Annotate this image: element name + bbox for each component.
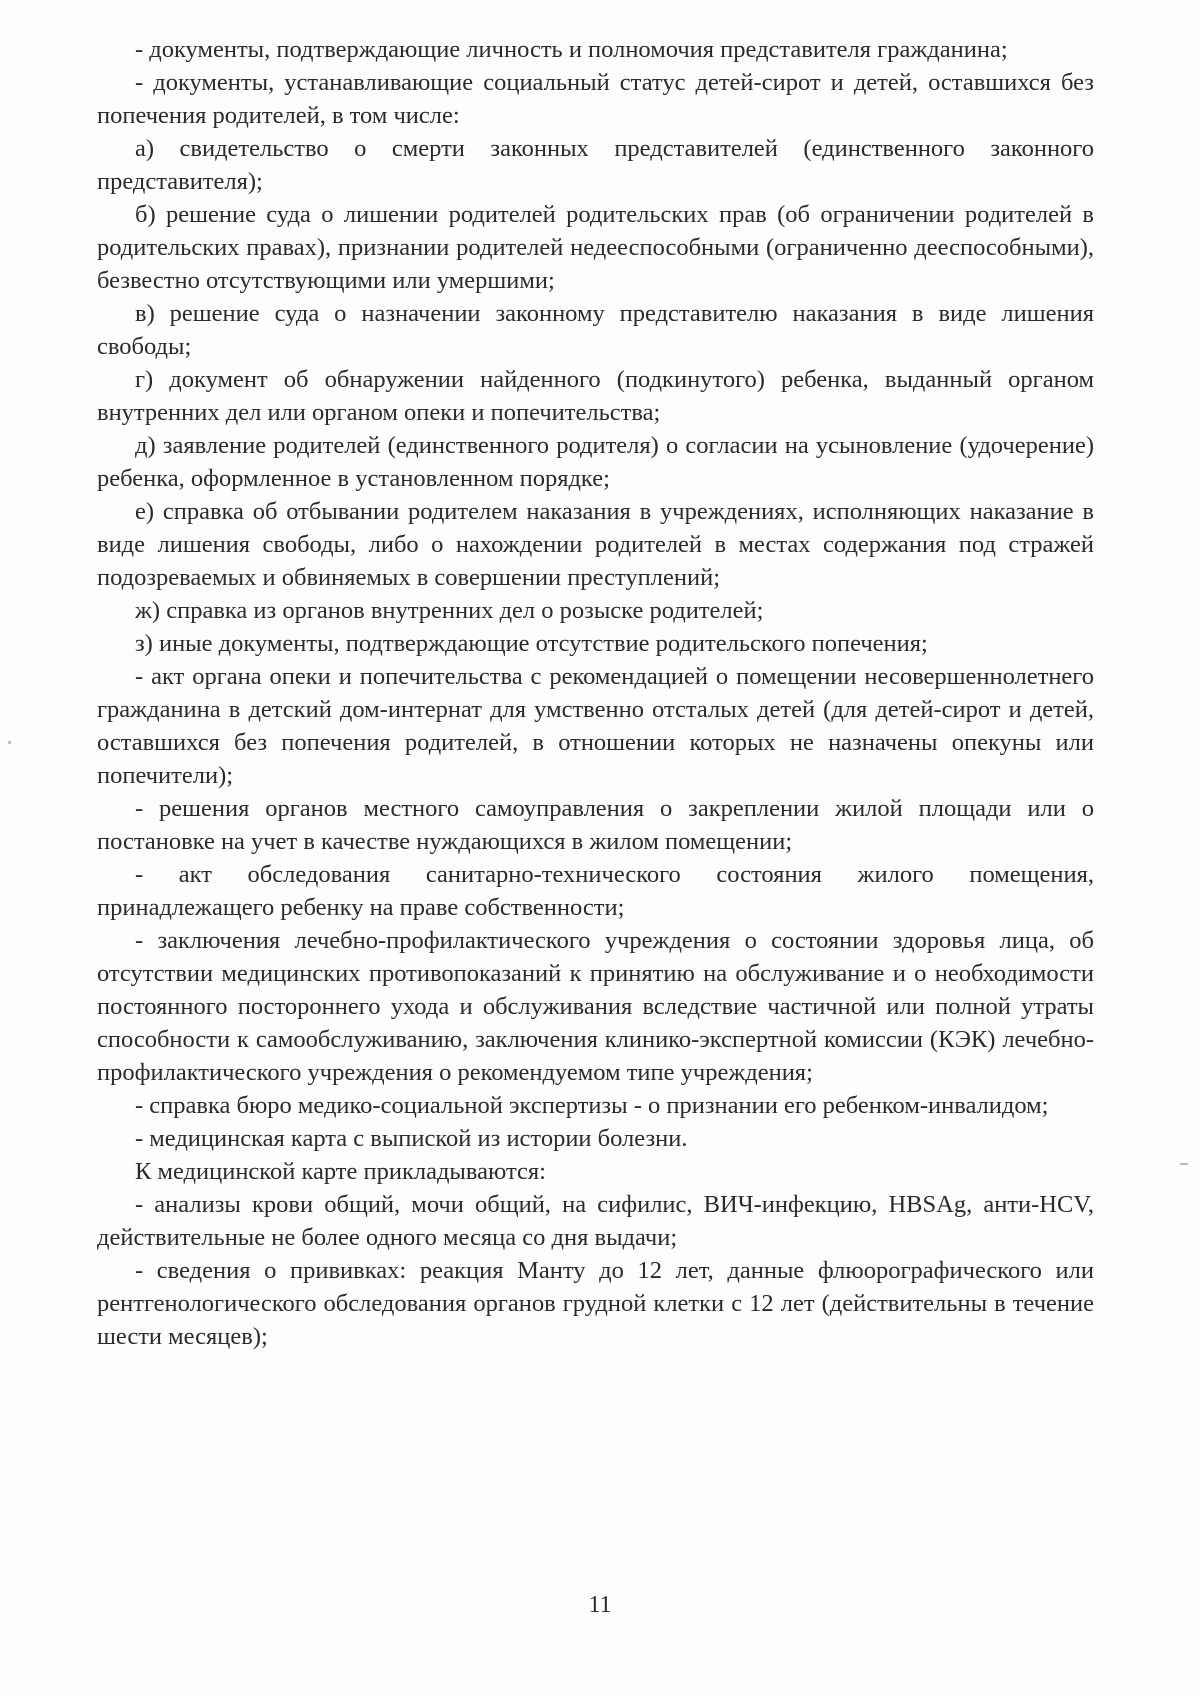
document-body <box>97 33 1094 1353</box>
paragraph: - акт обследования санитарно-технического состояния жилого помещения, принадлежащего ребенку на праве собственности; <box>97 861 1094 921</box>
paragraph: - документы, подтверждающие личность и полномочия представителя гражданина; <box>135 36 1008 63</box>
paragraph: б) решение суда о лишении родителей родительских прав (об ограничении родителей в родительских правах), признании родителей недееспособными (ограниченно дееспособными), безвестно отсутствующими или умершими; <box>97 201 1094 294</box>
paragraph: в) решение суда о назначении законному представителю наказания в виде лишения свободы; <box>97 300 1094 360</box>
paragraph: г) документ об обнаружении найденного (подкинутого) ребенка, выданный органом внутренних дел или органом опеки и попечительства; <box>97 366 1094 426</box>
paragraph: - документы, устанавливающие социальный статус детей-сирот и детей, оставшихся без попечения родителей, в том числе: <box>97 69 1094 129</box>
paragraph: - медицинская карта с выпиской из истории болезни. <box>135 1125 688 1152</box>
scan-speck <box>1180 1163 1188 1165</box>
paragraph: д) заявление родителей (единственного родителя) о согласии на усыновление (удочерение) ребенка, оформленное в установленном порядке; <box>97 432 1094 492</box>
paragraph: - заключения лечебно-профилактического учреждения о состоянии здоровья лица, об отсутствии медицинских противопоказаний к принятию на обслуживание и о необходимости постоянного постороннего ухода и обслуживания вследствие частичной или полной утраты способности к самообслуживанию, заключения клинико-экспертной комиссии (КЭК) лечебно-профилактического учреждения о рекомендуемом типе учреждения; <box>97 927 1094 1086</box>
paragraph: ж) справка из органов внутренних дел о розыске родителей; <box>135 597 764 624</box>
scan-speck <box>8 741 11 744</box>
paragraph: з) иные документы, подтверждающие отсутствие родительского попечения; <box>135 630 928 657</box>
paragraph: - решения органов местного самоуправления о закреплении жилой площади или о постановке на учет в качестве нуждающихся в жилом помещении; <box>97 795 1094 855</box>
paragraph: К медицинской карте прикладываются: <box>135 1158 546 1185</box>
paragraph: - сведения о прививках: реакция Манту до 12 лет, данные флюорографического или рентгенологического обследования органов грудной клетки с 12 лет (действительны в течение шести месяцев); <box>97 1257 1094 1350</box>
paragraph: - акт органа опеки и попечительства с рекомендацией о помещении несовершеннолетнего гражданина в детский дом-интернат для умственно отсталых детей (для детей-сирот и детей, оставшихся без попечения родителей, в отношении которых не назначены опекуны или попечители); <box>97 663 1094 789</box>
page-number: 11 <box>588 1592 612 1618</box>
paragraph: - справка бюро медико-социальной экспертизы - о признании его ребенком-инвалидом; <box>135 1092 1049 1119</box>
paragraph: - анализы крови общий, мочи общий, на сифилис, ВИЧ-инфекцию, HBSAg, анти-HCV, действительные не более одного месяца со дня выдачи; <box>97 1191 1094 1251</box>
paragraph: а) свидетельство о смерти законных представителей (единственного законного представителя); <box>97 135 1094 195</box>
paragraph: е) справка об отбывании родителем наказания в учреждениях, исполняющих наказание в виде лишения свободы, либо о нахождении родителей в местах содержания под стражей подозреваемых и обвиняемых в совершении преступлений; <box>97 498 1094 591</box>
